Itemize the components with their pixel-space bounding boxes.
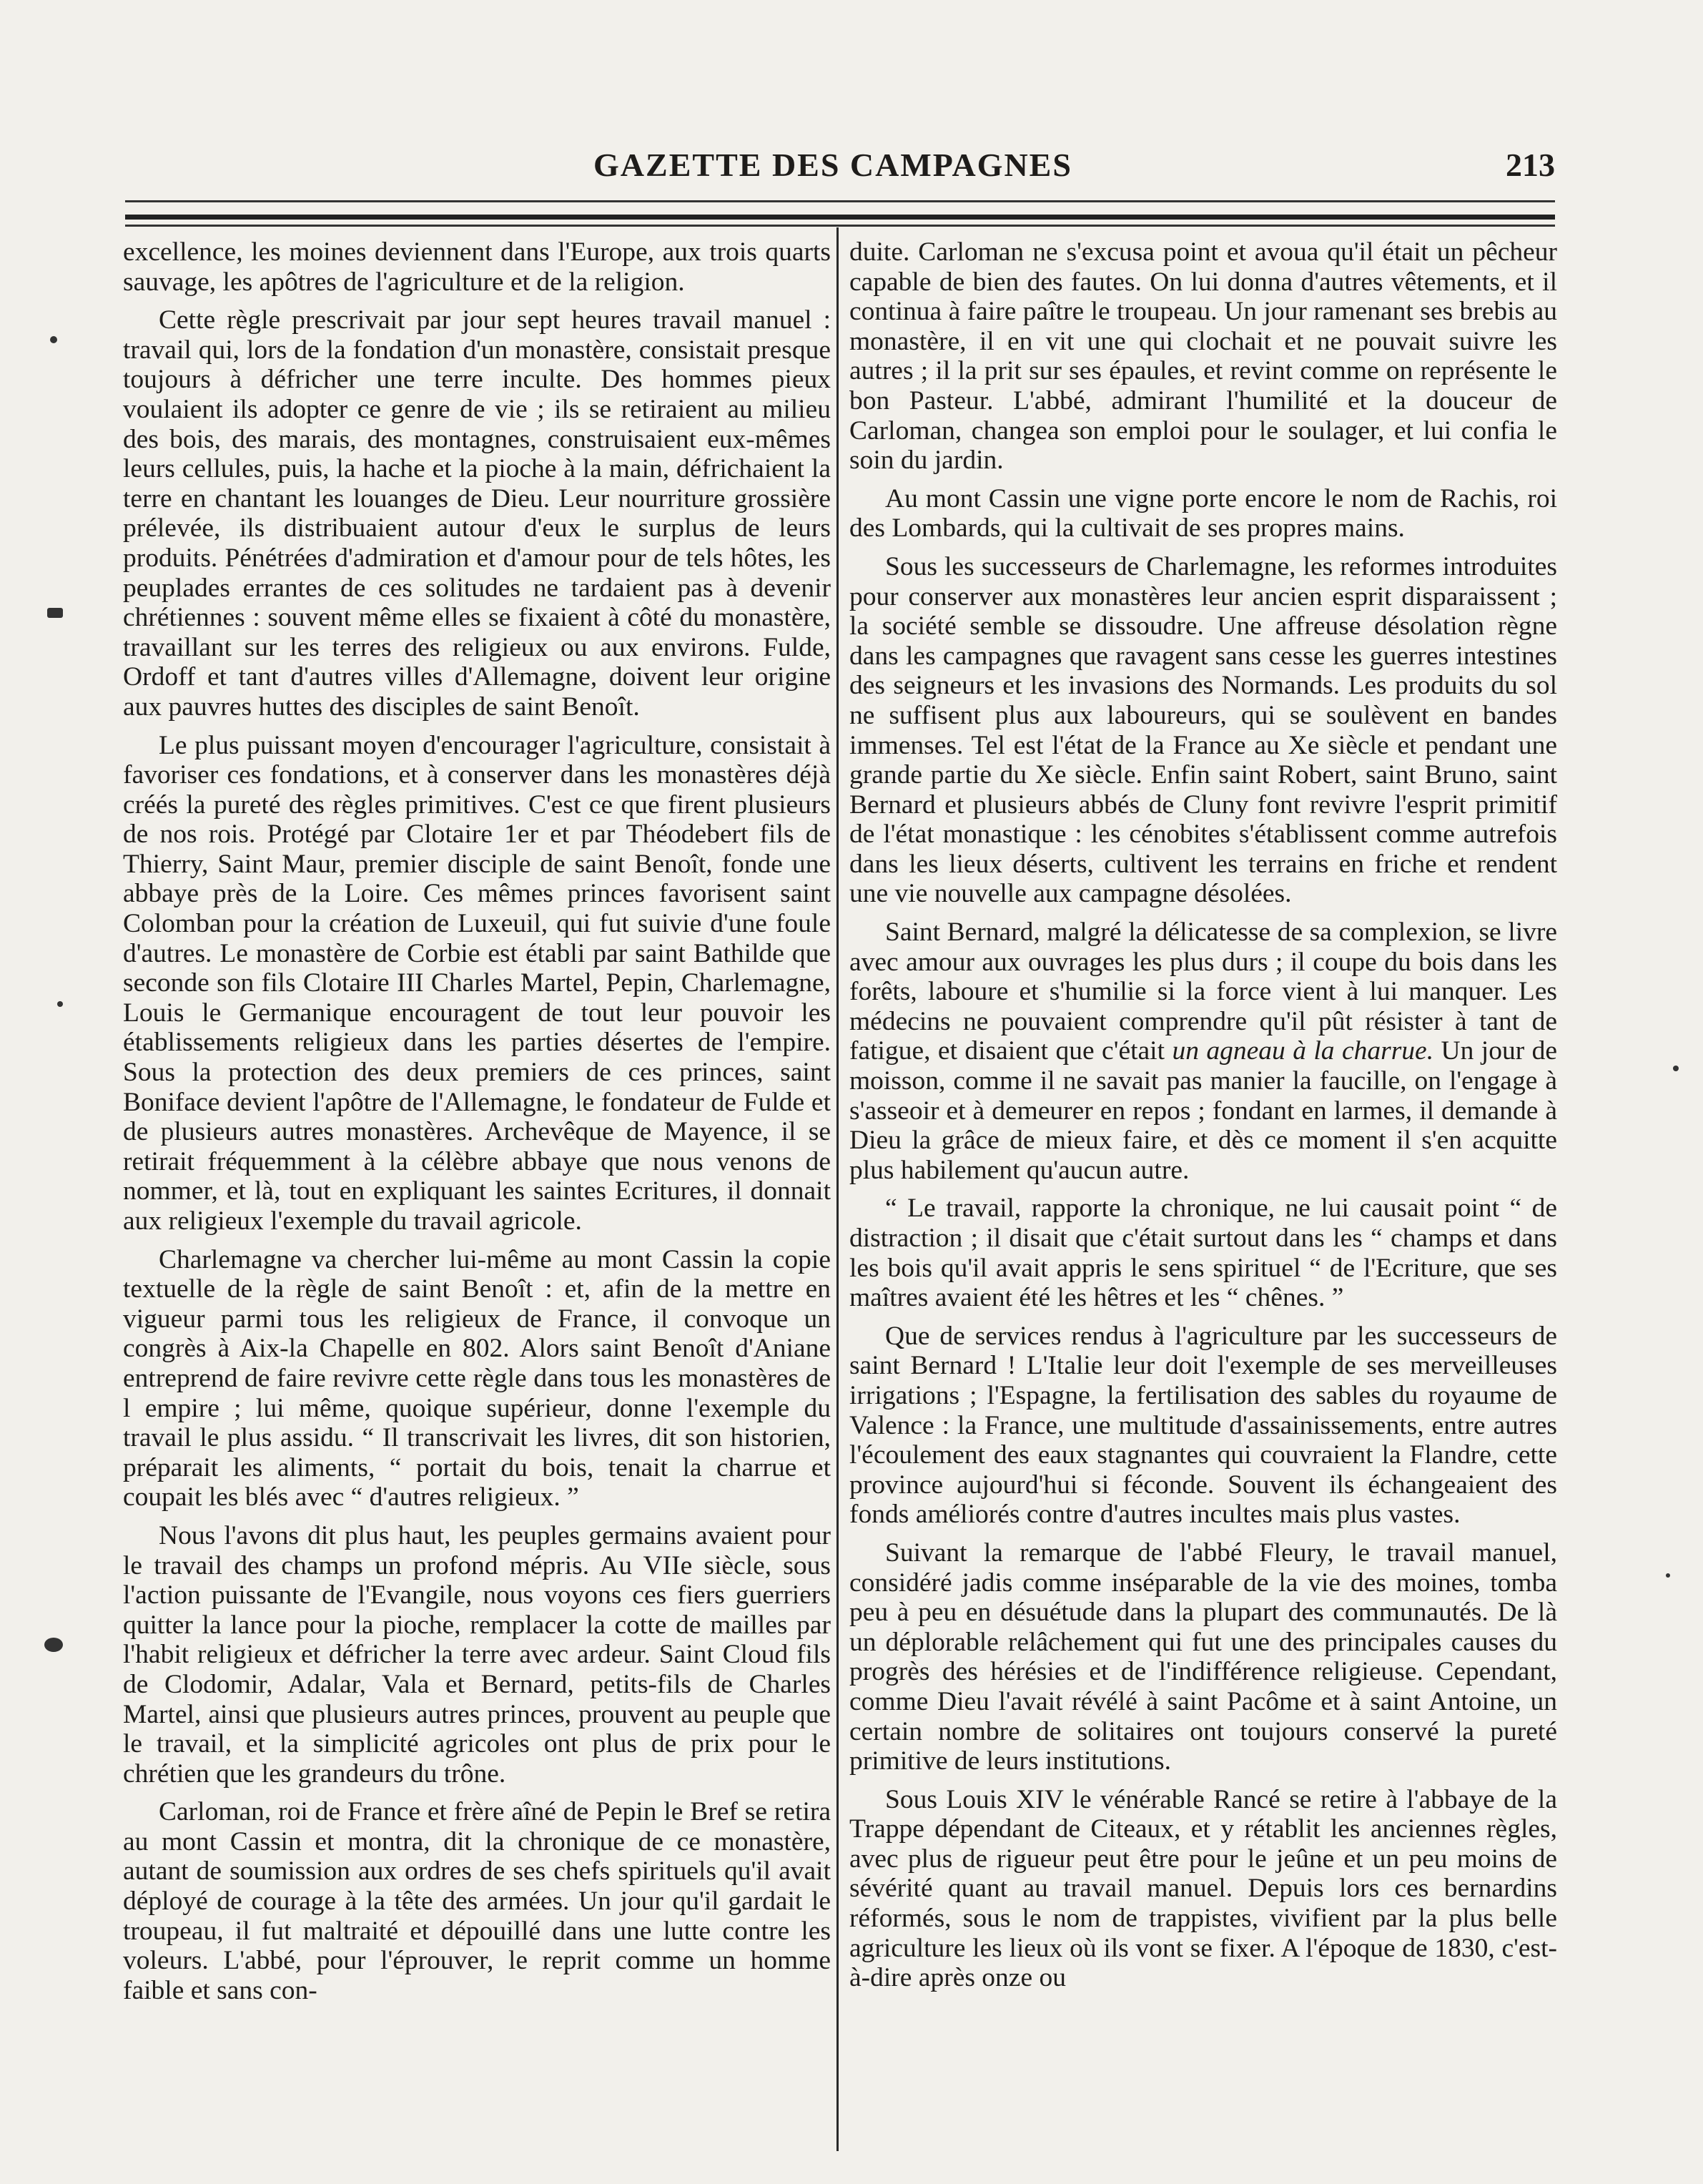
print-speck bbox=[50, 336, 57, 343]
left-column bbox=[123, 237, 831, 2168]
print-speck bbox=[1673, 1066, 1679, 1071]
paragraph: “ Le travail, rapporte la chronique, ne lui causait point “ de distraction ; il disait que c'était surtout dans les “ champs et dans les bois qu'il avait appris le sens spirituel “ de l'Ecriture, que ses maîtres avaient été les hêtres et les “ chênes. ” bbox=[849, 1194, 1557, 1313]
paragraph: Nous l'avons dit plus haut, les peuples germains avaient pour le travail des champs un profond mépris. Au VIIe siècle, sous l'action puissante de l'Evangile, nous voyons ces fiers guerriers quitter la lance pour la pioche, remplacer la cotte de mailles par l'habit religieux et défricher la terre avec ardeur. Saint Cloud fils de Clodomir, Adalar, Vala et Bernard, petits-fils de Charles Martel, ainsi que plusieurs autres princes, prouvent au peuple que le travail, et la simplicité agricoles ont plus de prix pour le chrétien que les grandeurs du trône. bbox=[123, 1520, 831, 1789]
header-rule-thick bbox=[125, 215, 1555, 220]
header-rule-top bbox=[125, 200, 1555, 202]
paragraph: excellence, les moines deviennent dans l'Europe, aux trois quarts sauvage, les apôtres de l'agriculture et de la religion. bbox=[123, 237, 831, 297]
page-number: 213 bbox=[1506, 147, 1555, 183]
print-speck bbox=[57, 1001, 63, 1007]
paragraph: Carloman, roi de France et frère aîné de Pepin le Bref se retira au mont Cassin et montra, dit la chronique de ce monastère, autant de soumission aux ordres de ses chefs spirituels qu'il avait déployé de courage à la tête des armées. Un jour qu'il gardait le troupeau, il fut maltraité et dépouillé dans une lutte contre les voleurs. L'abbé, pour l'éprouver, le reprit comme un homme faible et sans con- bbox=[123, 1797, 831, 2005]
paragraph: Charlemagne va chercher lui-même au mont Cassin la copie textuelle de la règle de saint Benoît : et, afin de la mettre en vigueur parmi tous les religieux de France, il convoque un congrès à Aix-la Chapelle en 802. Alors saint Benoît d'Aniane entreprend de faire revivre cette règle dans tous les monastères de l empire ; lui même, quoique supérieur, donne l'exemple du travail le plus assidu. “ Il transcrivait les livres, dit son historien, préparait les aliments, “ portait du bois, tenait la charrue et coupait les blés avec “ d'autres religieux. ” bbox=[123, 1244, 831, 1512]
column-divider bbox=[836, 227, 839, 2151]
page-header bbox=[125, 140, 1555, 190]
paragraph bbox=[849, 918, 1557, 1185]
paragraph: Le plus puissant moyen d'encourager l'agriculture, consistait à favoriser ces fondations, et à conserver dans les monastères déjà créés la pureté des règles primitives. C'est ce que firent plusieurs de nos rois. Protégé par Clotaire 1er et par Théodebert fils de Thierry, Saint Maur, premier disciple de saint Benoît, fonde une abbaye près de la Loire. Ces mêmes princes favorisent saint Colomban pour la création de Luxeuil, qui fut suivie d'une foule d'autres. Le monastère de Corbie est établi par saint Bathilde que seconde son fils Clotaire III Charles Martel, Pepin, Charlemagne, Louis le Germanique encouragent de tout leur pouvoir les établissements religieux dans les parties désertes de l'empire. Sous la protection des deux premiers de ces princes, saint Boniface devient l'apôtre de l'Allemagne, le fondateur de Fulde et de plusieurs autres monastères. Archevêque de Mayence, il se retirait fréquemment à la célèbre abbaye que nous venons de nommer, et là, tout en expliquant les saintes Ecritures, il donnait aux religieux l'exemple du travail agricole. bbox=[123, 730, 831, 1236]
print-speck bbox=[44, 1638, 63, 1652]
print-speck bbox=[1666, 1573, 1670, 1578]
paragraph: duite. Carloman ne s'excusa point et avoua qu'il était un pêcheur capable de bien des fautes. On lui donna d'autres vêtements, et il continua à faire paître le troupeau. Un jour ramenant ses brebis au monastère, il en vit une qui clochait et ne pouvait suivre les autres ; il la prit sur ses épaules, et revint comme on représente le bon Pasteur. L'abbé, admirant l'humilité et la douceur de Carloman, changea son emploi pour le soulager, et lui confia le soin du jardin. bbox=[849, 237, 1557, 476]
print-speck bbox=[47, 608, 63, 618]
right-column bbox=[849, 237, 1557, 2168]
publication-title: GAZETTE DES CAMPAGNES bbox=[593, 147, 1072, 183]
paragraph: Sous Louis XIV le vénérable Rancé se retire à l'abbaye de la Trappe dépendant de Citeaux, et y rétablit les anciennes règles, avec plus de rigueur peut être pour le jeûne et un peu moins de sévérité quant au travail manuel. Depuis lors ces bernardins réformés, sous le nom de trappistes, vivifient par la plus belle agriculture les lieux où ils vont se fixer. A l'époque de 1830, c'est-à-dire après onze ou bbox=[849, 1784, 1557, 1993]
italic-quote: un agneau à la charrue. bbox=[1172, 1036, 1434, 1066]
paragraph: Au mont Cassin une vigne porte encore le nom de Rachis, roi des Lombards, qui la cultivait de ses propres mains. bbox=[849, 483, 1557, 543]
paragraph: Cette règle prescrivait par jour sept heures travail manuel : travail qui, lors de la fondation d'un monastère, consistait presque toujours à défricher une terre inculte. Des hommes pieux voulaient ils adopter ce genre de vie ; ils se retiraient au milieu des bois, des marais, des montagnes, construisaient eux-mêmes leurs cellules, puis, la hache et la pioche à la main, défrichaient la terre en chantant les louanges de Dieu. Leur nourriture grossière prélevée, ils distribuaient autour d'eux le surplus de leurs produits. Pénétrées d'admiration et d'amour pour de tels hôtes, les peuplades errantes de ces solitudes ne tardaient pas à devenir chrétiennes : souvent même elles se fixaient à côté du monastère, travaillant sur les terres des religieux ou aux environs. Fulde, Ordoff et tant d'autres villes d'Allemagne, doivent leur origine aux pauvres huttes des disciples de saint Benoît. bbox=[123, 305, 831, 722]
paragraph-text: Saint Bernard, malgré la délicatesse de sa complexion, se livre avec amour aux ouvrages les plus durs ; il coupe du bois dans les forêts, laboure et s'humilie si la force vient à lui manquer. Les médecins ne pouvaient comprendre qu'il pût résister à tant de fatigue, et disaient que c'était bbox=[849, 918, 1557, 1066]
paragraph-text: Un jour de moisson, comme il ne savait pas manier la faucille, on l'engage à s'asseoir et à demeurer en repos ; fondant en larmes, il demande à Dieu la grâce de mieux faire, et dès ce moment il s'en acquitte plus habilement qu'aucun autre. bbox=[849, 1036, 1557, 1185]
header-rule-bottom bbox=[125, 225, 1555, 227]
paragraph: Sous les successeurs de Charlemagne, les reformes introduites pour conserver aux monastères leur ancien esprit disparaissent ; la société semble se dissoudre. Une affreuse désolation règne dans les campagnes que ravagent sans cesse les guerres intestines des seigneurs et les invasions des Normands. Les produits du sol ne suffisent plus aux laboureurs, qui se soulèvent en bandes immenses. Tel est l'état de la France au Xe siècle et pendant une grande partie du Xe siècle. Enfin saint Robert, saint Bruno, saint Bernard et plusieurs abbés de Cluny font revivre l'esprit primitif de l'état monastique : les cénobites s'établissent comme autrefois dans les lieux déserts, cultivent les terrains en friche et rendent une vie nouvelle aux campagne désolées. bbox=[849, 551, 1557, 909]
paragraph: Suivant la remarque de l'abbé Fleury, le travail manuel, considéré jadis comme inséparable de la vie des moines, tomba peu à peu en désuétude dans la plupart des communautés. De là un déplorable relâchement qui fut une des principales causes du progrès des hérésies et de l'indifférence religieuse. Cependant, comme Dieu l'avait révélé à saint Pacôme et à saint Antoine, un certain nombre de solitaires ont toujours conservé la pureté primitive de leurs institutions. bbox=[849, 1538, 1557, 1776]
paragraph: Que de services rendus à l'agriculture par les successeurs de saint Bernard ! L'Italie leur doit l'exemple de ses merveilleuses irrigations ; l'Espagne, la fertilisation des sables du royaume de Valence : la France, une multitude d'assainissements, entre autres l'écoulement des eaux stagnantes qui couvraient la Flandre, cette province aujourd'hui si féconde. Souvent ils échangeaient des fonds améliorés contre d'autres incultes mais plus vastes. bbox=[849, 1321, 1557, 1530]
